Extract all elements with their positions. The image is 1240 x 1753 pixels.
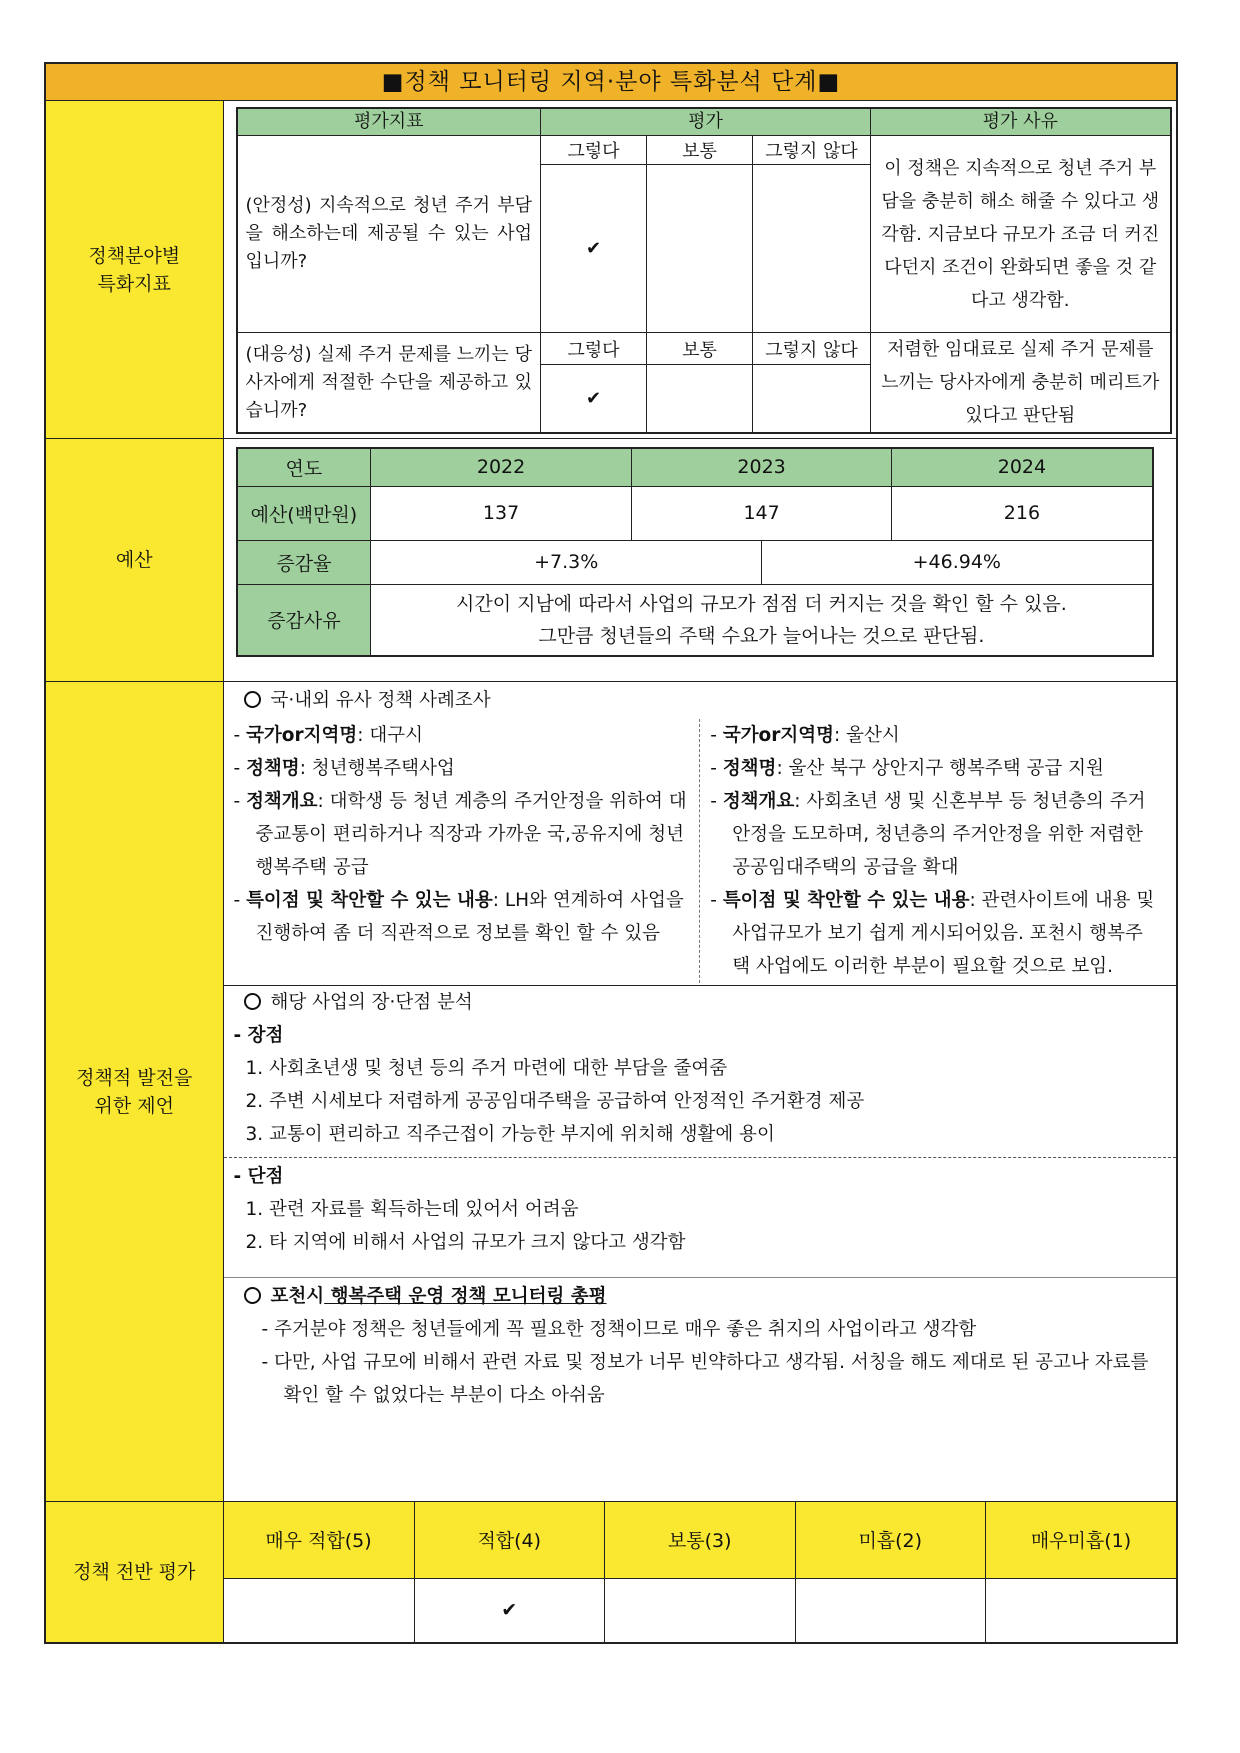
case-field-value: : 대학생 등 청년 계층의 주거안정을 위하여 대중교통이 편리하거나 직장과 가까운 국,공유지에 청년 행복주택 공급 [255, 791, 687, 878]
year-label: 연도 [237, 448, 371, 486]
check-icon: ✔ [501, 1599, 518, 1622]
case-field-value: : 관련사이트에 내용 및 사업규모가 보기 쉽게 게시되어있음. 포천시 행복주택 사업에도 이러한 부분이 필요할 것으로 보임. [732, 890, 1155, 977]
question-responsiveness: (대응성) 실제 주거 문제를 느끼는 당사자에게 적절한 수단을 제공하고 있습니까? [237, 333, 541, 434]
check-icon: ✔ [585, 238, 602, 259]
cons-item: 2. 타 지역에 비해서 사업의 규모가 크지 않다고 생각함 [245, 1232, 686, 1253]
cons-section [224, 1157, 1177, 1277]
case-field-key: 특이점 및 착안할 수 있는 내용 [246, 890, 493, 911]
case-field-value: : 사회초년 생 및 신혼부부 등 청년층의 주거안정을 도모하며, 청년층의 주거안정을 위한 저렴한 공공임대주택의 공급을 확대 [732, 791, 1146, 878]
evaluation-header: 평가 [541, 108, 871, 136]
budget-reason [371, 584, 1153, 656]
reason-header: 평가 사유 [871, 108, 1171, 136]
case-columns [234, 719, 1167, 983]
scale-cell[interactable] [224, 1578, 415, 1642]
case-field-value: : 청년행복주택사업 [299, 758, 455, 779]
scale-cell[interactable] [414, 1578, 605, 1642]
scale-3: 보통(3) [605, 1502, 796, 1578]
indicator-table [236, 107, 1172, 434]
scale-4: 적합(4) [414, 1502, 605, 1578]
scale-cell[interactable] [605, 1578, 796, 1642]
budget-reason-line: 시간이 지남에 따라서 사업의 규모가 점점 더 커지는 것을 확인 할 수 있음. [455, 592, 1067, 615]
budget-table [236, 447, 1154, 657]
rate-2023: +7.3% [371, 540, 762, 584]
case-section [224, 682, 1177, 985]
indicator-label [45, 101, 223, 439]
proposal-label [45, 682, 223, 1502]
overall-label: 정책 전반 평가 [45, 1502, 223, 1644]
case-field-key: 국가or지역명 [722, 725, 835, 746]
overall-table [224, 1502, 1177, 1642]
summary-title: 행복주택 운영 정책 모니터링 총평 [324, 1286, 607, 1307]
case-field-value: : 울산시 [834, 725, 900, 746]
scale-cell[interactable] [986, 1578, 1177, 1642]
pros-item: 1. 사회초년생 및 청년 등의 주거 마련에 대한 부담을 줄여줌 [245, 1058, 728, 1079]
case-left: - 국가or지역명: 대구시 - 정책명: 청년행복주택사업 - 정책개요: 대학생 등 청년 계층의 주거안정을 위하여 대중교통이 편리하거나 직장과 가까운 국,공유지에 청년 행복주택 공급 - 특이점 및 착안할 수 있는 내용: LH와 연계하여 사업을 진행하여 좀 더 직관적으로 정보를 확인 할 수 있음 [233, 725, 687, 944]
scale-2: 미흡(2) [795, 1502, 986, 1578]
year-2023: 2023 [631, 448, 892, 486]
form-table [44, 62, 1178, 1644]
amount-2022: 137 [371, 486, 632, 540]
scale-cell[interactable] [795, 1578, 986, 1642]
pros-item: 3. 교통이 편리하고 직주근접이 가능한 부지에 위치해 생활에 용이 [245, 1124, 775, 1145]
summary-item: - 다만, 사업 규모에 비해서 관련 자료 및 정보가 너무 빈약하다고 생각됨. 서칭을 해도 제대로 된 공고나 자료를 확인 할 수 없었다는 부분이 다소 아쉬움 [261, 1352, 1149, 1406]
case-title: 국·내외 유사 정책 사례조사 [270, 690, 491, 711]
reason-label: 증감사유 [237, 584, 371, 656]
check-cell[interactable] [753, 165, 871, 333]
summary-title-prefix: 포천시 [270, 1286, 325, 1307]
check-cell[interactable] [647, 365, 753, 433]
check-cell[interactable] [753, 365, 871, 433]
option-neutral: 보통 [647, 333, 753, 365]
option-yes: 그렇다 [541, 333, 647, 365]
rate-2024: +46.94% [762, 540, 1153, 584]
reason-responsiveness: 저렴한 임대료로 실제 주거 문제를 느끼는 당사자에게 충분히 메리트가 있다고 판단됨 [871, 333, 1171, 434]
case-field-value: : 대구시 [357, 725, 423, 746]
indicator-header: 평가지표 [237, 108, 541, 136]
indicator-label-text: 정책분야별 특화지표 [88, 244, 181, 295]
rate-label: 증감율 [237, 540, 371, 584]
budget-label: 예산 [45, 439, 223, 682]
pros-item: 2. 주변 시세보다 저렴하게 공공임대주택을 공급하여 안정적인 주거환경 제공 [245, 1091, 865, 1112]
case-field-key: 국가or지역명 [246, 725, 358, 746]
amount-label: 예산(백만원) [237, 486, 371, 540]
cons-title: - 단점 [233, 1166, 284, 1187]
budget-reason-line: 그만큼 청년들의 주택 수요가 늘어나는 것으로 판단됨. [538, 624, 985, 647]
proposal-label-text: 정책적 발전을 위한 제언 [76, 1066, 193, 1117]
amount-2024: 216 [892, 486, 1153, 540]
case-field-value: : LH와 연계하여 사업을 진행하여 좀 더 직관적으로 정보를 확인 할 수 있음 [255, 890, 684, 944]
cons-item: 1. 관련 자료를 획득하는데 있어서 어려움 [245, 1199, 579, 1220]
option-neutral: 보통 [647, 136, 753, 165]
question-stability: (안정성) 지속적으로 청년 주거 부담을 해소하는데 제공될 수 있는 사업입니까? [237, 136, 541, 333]
amount-2023: 147 [631, 486, 892, 540]
year-2022: 2022 [371, 448, 632, 486]
year-2024: 2024 [892, 448, 1153, 486]
circle-bullet-icon [244, 691, 261, 708]
page-title: ■정책 모니터링 지역·분야 특화분석 단계■ [45, 63, 1177, 101]
scale-5: 매우 적합(5) [224, 1502, 415, 1578]
case-field-key: 정책개요 [246, 791, 318, 812]
check-icon: ✔ [585, 388, 602, 409]
case-field-key: 특이점 및 착안할 수 있는 내용 [722, 890, 970, 911]
option-no: 그렇지 않다 [753, 333, 871, 365]
procon-title: 해당 사업의 장·단점 분석 [270, 992, 473, 1013]
case-field-key: 정책개요 [722, 791, 795, 812]
check-cell[interactable] [541, 365, 647, 433]
check-cell[interactable] [541, 165, 647, 333]
summary-item: - 주거분야 정책은 청년들에게 꼭 필요한 정책이므로 매우 좋은 취지의 사업이라고 생각함 [261, 1319, 977, 1340]
summary-section [224, 1277, 1177, 1501]
scale-1: 매우미흡(1) [986, 1502, 1177, 1578]
pros-section [224, 985, 1177, 1157]
case-field-key: 정책명 [246, 758, 300, 779]
check-cell[interactable] [647, 165, 753, 333]
case-field-key: 정책명 [722, 758, 777, 779]
option-yes: 그렇다 [541, 136, 647, 165]
circle-bullet-icon [244, 993, 261, 1010]
pros-title: - 장점 [233, 1025, 284, 1046]
case-field-value: : 울산 북구 상안지구 행복주택 공급 지원 [776, 758, 1104, 779]
option-no: 그렇지 않다 [753, 136, 871, 165]
monitoring-form [44, 62, 1176, 1644]
reason-stability: 이 정책은 지속적으로 청년 주거 부담을 충분히 해소 해줄 수 있다고 생각함. 지금보다 규모가 조금 더 커진다던지 조건이 완화되면 좋을 것 같다고 생각함. [871, 136, 1171, 333]
case-right: - 국가or지역명: 울산시 - 정책명: 울산 북구 상안지구 행복주택 공급 지원 - 정책개요: 사회초년 생 및 신혼부부 등 청년층의 주거안정을 도모하며, 청년층의 주거안정을 위한 저렴한 공공임대주택의 공급을 확대 - 특이점 및 착안할 수 있는 내용: 관련사이트에 내용 및 사업규모가 보기 쉽게 게시되어있음. 포천시 행복주택 사업에도 이러한 부분이 필요할 것으로 보임. [699, 719, 1166, 983]
circle-bullet-icon [244, 1287, 261, 1304]
